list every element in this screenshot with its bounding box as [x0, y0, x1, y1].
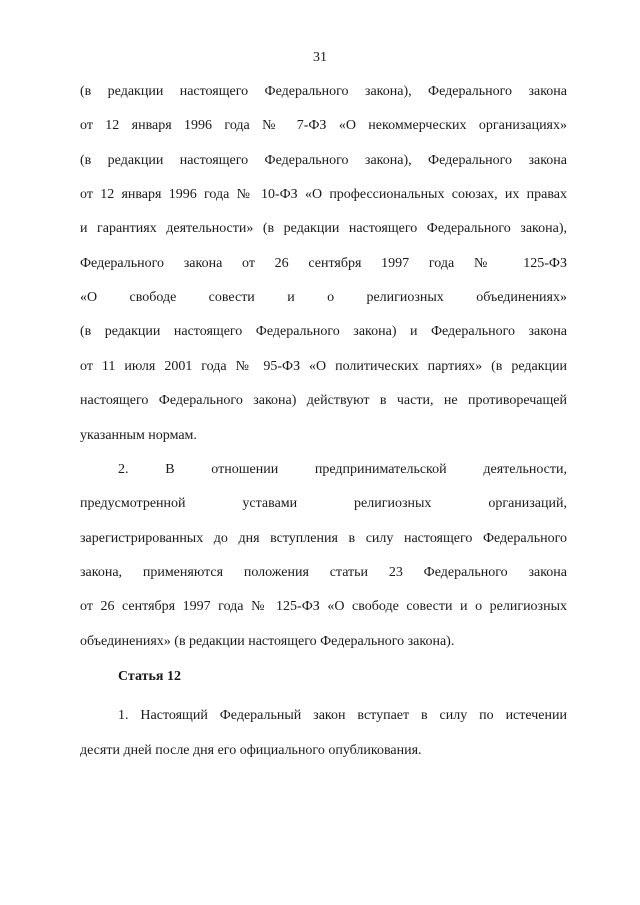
text-line: настоящего Федерального закона) действуют в части, не противоречащей: [80, 393, 567, 408]
text-line: от 11 июля 2001 года № 95-ФЗ «О политических партиях» (в редакции: [80, 359, 567, 374]
text-line: (в редакции настоящего Федерального закона), Федерального закона: [80, 153, 567, 168]
text-line: десяти дней после дня его официального опубликования.: [80, 743, 422, 758]
text-line: от 12 января 1996 года № 10-ФЗ «О профессиональных союзах, их правах: [80, 187, 567, 202]
text-line: и гарантиях деятельности» (в редакции настоящего Федерального закона),: [80, 221, 567, 236]
text-line: 2. В отношении предпринимательской деятельности,: [118, 462, 567, 477]
text-line: «О свободе совести и о религиозных объединениях»: [80, 290, 567, 305]
text-line: от 12 января 1996 года № 7-ФЗ «О некоммерческих организациях»: [80, 118, 567, 133]
text-line: зарегистрированных до дня вступления в силу настоящего Федерального: [80, 531, 567, 546]
text-line: 1. Настоящий Федеральный закон вступает в силу по истечении: [118, 708, 567, 723]
text-line: указанным нормам.: [80, 428, 197, 443]
text-line: закона, применяются положения статьи 23 Федерального закона: [80, 565, 567, 580]
article-heading: Статья 12: [118, 669, 181, 684]
text-line: (в редакции настоящего Федерального закона), Федерального закона: [80, 84, 567, 99]
text-line: Федерального закона от 26 сентября 1997 года № 125-ФЗ: [80, 256, 567, 271]
text-line: (в редакции настоящего Федерального закона) и Федерального закона: [80, 324, 567, 339]
page-number: 31: [313, 50, 327, 65]
text-line: от 26 сентября 1997 года № 125-ФЗ «О свободе совести и о религиозных: [80, 599, 567, 614]
text-line: объединениях» (в редакции настоящего Федерального закона).: [80, 634, 455, 649]
text-line: предусмотренной уставами религиозных организаций,: [80, 496, 567, 511]
